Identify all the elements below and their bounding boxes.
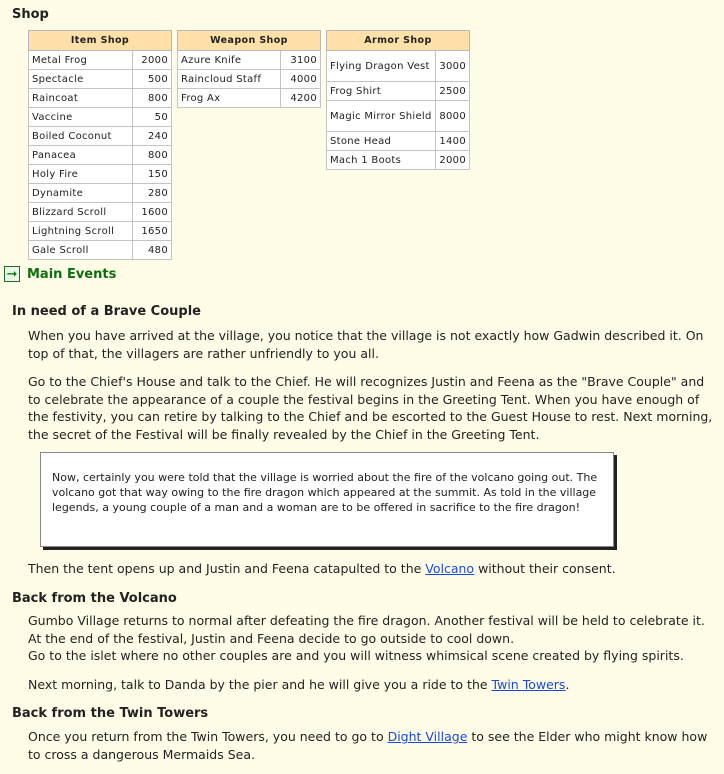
item-price: 4200 [281,89,321,108]
table-row [178,89,321,108]
armor-shop-table [326,30,470,170]
item-price: 2000 [132,51,171,70]
item-name: Magic Mirror Shield [327,101,436,132]
table-row [29,108,172,127]
table-row [29,127,172,146]
item-name: Frog Ax [178,89,281,108]
item-price: 240 [132,127,171,146]
item-name: Panacea [29,146,133,165]
item-name: Blizzard Scroll [29,203,133,222]
table-row [29,70,172,89]
item-price: 2500 [436,82,470,101]
text: . [565,677,570,692]
item-price: 1600 [132,203,171,222]
text: Once you return from the Twin Towers, you need to go to [28,729,388,744]
table-row [29,165,172,184]
item-price: 480 [132,241,171,260]
twin-towers-link[interactable]: Twin Towers [491,677,566,692]
item-name: Flying Dragon Vest [327,51,436,82]
item-name: Vaccine [29,108,133,127]
item-name: Dynamite [29,184,133,203]
table-row [29,184,172,203]
text: Go to the islet where no other couples are and you will witness whimsical scene created by flying spirits. [28,648,684,663]
dight-village-link[interactable]: Dight Village [387,729,468,744]
item-name: Gale Scroll [29,241,133,260]
paragraph [28,676,718,694]
item-name: Azure Knife [178,51,281,70]
paragraph [28,728,718,763]
weapon-shop-table [177,30,321,108]
text: to see the Elder who might know how to cross a dangerous Mermaids Sea. [28,729,708,762]
item-price: 2000 [436,151,470,170]
paragraph [28,612,718,665]
item-price: 1650 [132,222,171,241]
table-row [327,82,470,101]
item-price: 800 [132,89,171,108]
item-name: Spectacle [29,70,133,89]
table-row [29,203,172,222]
main-events-label: Main Events [27,266,117,282]
item-price: 4000 [281,70,321,89]
text: Gumbo Village returns to normal after defeating the fire dragon. Another festival will be held to celebrate it. At the end of the festival, Justin and Feena decide to go outside to cool down. [28,613,705,646]
section-heading-volcano: Back from the Volcano [12,591,177,606]
item-name: Metal Frog [29,51,133,70]
item-price: 3000 [436,51,470,82]
item-price: 8000 [436,101,470,132]
item-name: Raincloud Staff [178,70,281,89]
item-shop-header: Item Shop [29,31,172,51]
section-heading-twin-towers: Back from the Twin Towers [12,706,209,721]
item-name: Stone Head [327,132,436,151]
section-heading-brave-couple: In need of a Brave Couple [12,304,201,319]
table-row [178,51,321,70]
paragraph: When you have arrived at the village, you notice that the village is not exactly how Gadwin described it. On top of that, the villagers are rather unfriendly to you all. [28,328,704,361]
item-price: 1400 [436,132,470,151]
item-price: 500 [132,70,171,89]
item-name: Holy Fire [29,165,133,184]
main-events-heading [4,266,116,282]
text: Then the tent opens up and Justin and Feena catapulted to the [28,561,426,576]
paragraph [28,560,718,578]
arrow-right-icon: ➞ [4,266,20,282]
weapon-shop-header: Weapon Shop [178,31,321,51]
table-row [29,241,172,260]
shop-title: Shop [12,7,49,22]
item-name: Mach 1 Boots [327,151,436,170]
table-row [327,51,470,82]
table-row [327,151,470,170]
item-shop-table [28,30,172,260]
table-row [327,101,470,132]
paragraph: Go to the Chief's House and talk to the Chief. He will recognizes Justin and Feena as the "Brave Couple" and to celebrate the appearance of a couple the festival begins in the Greeting Tent. When you have enough of the festivity, you can retire by talking to the Chief and be escorted to the Guest House to rest. Next morning, the secret of the Festival will be finally revealed by the Chief in the Greeting Tent. [28,374,713,442]
item-price: 3100 [281,51,321,70]
volcano-link[interactable]: Volcano [425,561,475,576]
item-name: Boiled Coconut [29,127,133,146]
table-row [29,146,172,165]
chief-quote-box: Now, certainly you were told that the village is worried about the fire of the volcano going out. The volcano got that way owing to the fire dragon which appeared at the summit. As told in the village legends, a young couple of a man and a woman are to be offered in sacrifice to the fire dragon! [40,452,614,547]
table-row [178,70,321,89]
item-name: Raincoat [29,89,133,108]
item-name: Lightning Scroll [29,222,133,241]
text: without their consent. [474,561,616,576]
table-row [29,222,172,241]
armor-shop-header: Armor Shop [327,31,470,51]
table-row [29,51,172,70]
item-price: 50 [132,108,171,127]
table-row [327,132,470,151]
text: Next morning, talk to Danda by the pier and he will give you a ride to the [28,677,492,692]
item-price: 800 [132,146,171,165]
table-row [29,89,172,108]
item-name: Frog Shirt [327,82,436,101]
item-price: 280 [132,184,171,203]
item-price: 150 [132,165,171,184]
